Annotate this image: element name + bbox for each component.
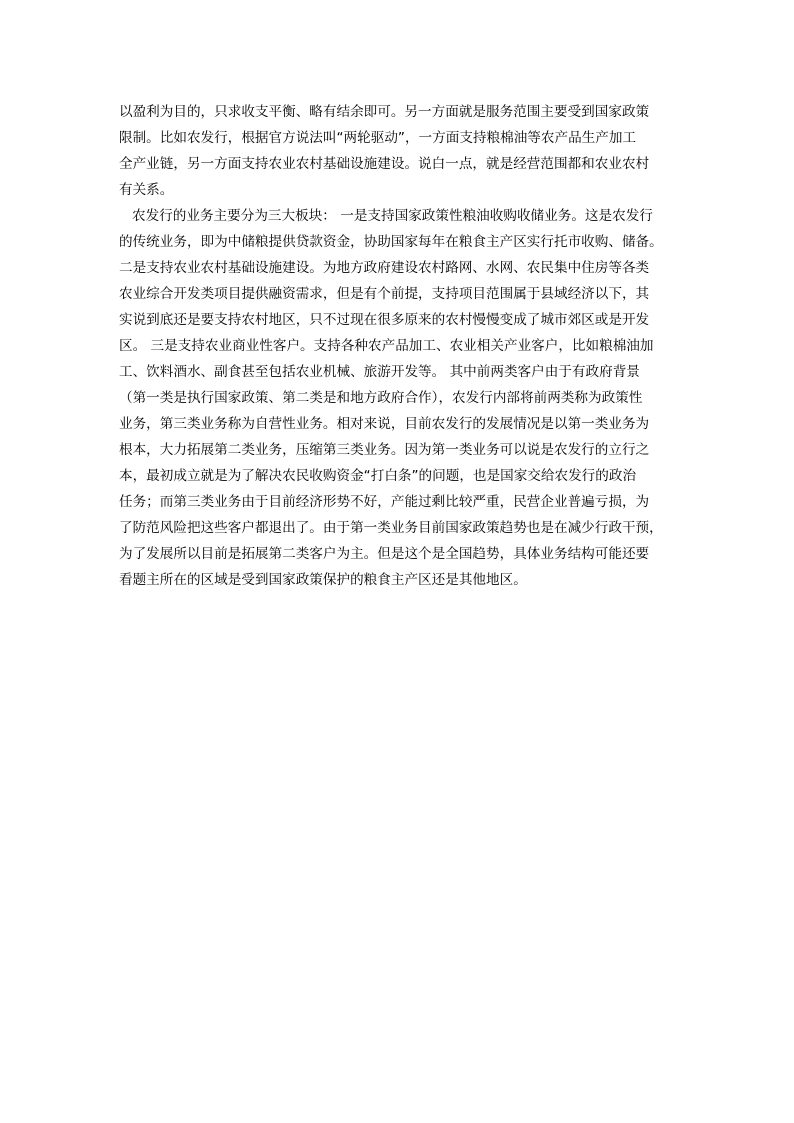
text-line: 的传统业务，即为中储粮提供贷款资金，协助国家每年在粮食主产区实行托市收购、储备。 xyxy=(119,234,663,250)
text-line: 本，最初成立就是为了解决农民收购资金“打白条”的问题，也是国家交给农发行的政治 xyxy=(119,468,637,484)
text-line: 任务；而第三类业务由于目前经济形势不好，产能过剩比较严重，民营企业普遍亏损，为 xyxy=(119,494,650,510)
text-line: 限制。比如农发行，根据官方说法叫“两轮驱动”，一方面支持粮棉油等农产品生产加工 xyxy=(119,130,637,146)
text-line: 为了发展所以目前是拓展第二类客户为主。但是这个是全国趋势，具体业务结构可能还要 xyxy=(119,546,650,562)
text-line: 农业综合开发类项目提供融资需求，但是有个前提，支持项目范围属于县域经济以下，其 xyxy=(119,286,650,302)
document-body xyxy=(119,99,679,593)
text-line: 工、饮料酒水、副食甚至包括农业机械、旅游开发等。 其中前两类客户由于有政府背景 xyxy=(119,364,640,380)
text-line: 区。 三是支持农业商业性客户。支持各种农产品加工、农业相关产业客户，比如粮棉油加 xyxy=(119,338,654,354)
text-line: 有关系。 xyxy=(119,182,174,198)
paragraph-start-line: 农发行的业务主要分为三大板块： 一是支持国家政策性粮油收购收储业务。这是农发行 xyxy=(132,208,653,224)
text-line: 二是支持农业农村基础设施建设。为地方政府建设农村路网、水网、农民集中住房等各类 xyxy=(119,260,650,276)
text-line: 以盈利为目的，只求收支平衡、略有结余即可。另一方面就是服务范围主要受到国家政策 xyxy=(119,104,650,120)
text-line: 了防范风险把这些客户都退出了。由于第一类业务目前国家政策趋势也是在减少行政干预， xyxy=(119,520,663,536)
text-line: 全产业链，另一方面支持农业农村基础设施建设。说白一点，就是经营范围都和农业农村 xyxy=(119,156,650,172)
text-line: 业务，第三类业务称为自营性业务。相对来说，目前农发行的发展情况是以第一类业务为 xyxy=(119,416,650,432)
text-line: 根本，大力拓展第二类业务，压缩第三类业务。因为第一类业务可以说是农发行的立行之 xyxy=(119,442,650,458)
text-line: 看题主所在的区域是受到国家政策保护的粮食主产区还是其他地区。 xyxy=(119,572,527,588)
text-line: （第一类是执行国家政策、第二类是和地方政府合作），农发行内部将前两类称为政策性 xyxy=(119,390,643,406)
text-line: 实说到底还是要支持农村地区，只不过现在很多原来的农村慢慢变成了城市郊区或是开发 xyxy=(119,312,650,328)
